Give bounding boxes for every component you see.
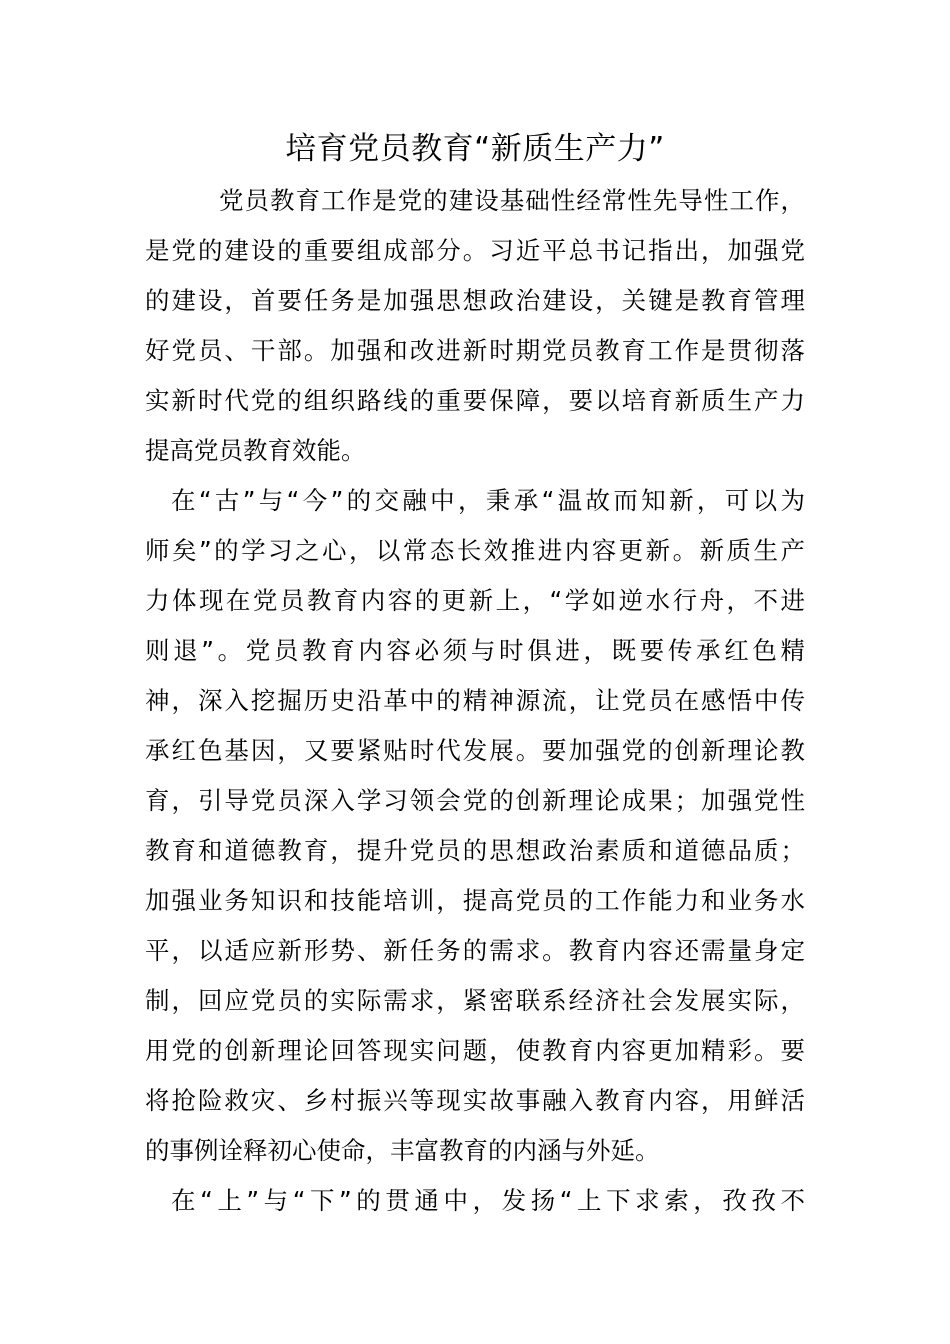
text-line: 党员教育工作是党的建设基础性经常性先导性工作， [219, 186, 805, 215]
text-line: 神，深入挖掘历史沿革中的精神源流，让党员在感悟中传 [145, 686, 805, 715]
text-line: 教育和道德教育，提升党员的思想政治素质和道德品质； [145, 836, 805, 865]
text-line: 提高党员教育效能。 [145, 436, 366, 465]
text-line: 加强业务知识和技能培训，提高党员的工作能力和业务水 [145, 886, 805, 915]
text-line: 平，以适应新形势、新任务的需求。教育内容还需量身定 [145, 936, 805, 965]
text-line: 承红色基因，又要紧贴时代发展。要加强党的创新理论教 [145, 736, 805, 765]
text-line: 则退”。党员教育内容必须与时俱进，既要传承红色精 [145, 636, 805, 665]
text-line: 制，回应党员的实际需求，紧密联系经济社会发展实际， [145, 986, 805, 1015]
document-body [145, 176, 805, 1226]
text-line: 是党的建设的重要组成部分。习近平总书记指出，加强党 [145, 236, 805, 265]
text-line: 在“上”与“下”的贯通中，发扬“上下求索，孜孜不 [171, 1186, 805, 1215]
text-line: 将抢险救灾、乡村振兴等现实故事融入教育内容，用鲜活 [145, 1086, 805, 1115]
text-line: 育，引导党员深入学习领会党的创新理论成果；加强党性 [145, 786, 805, 815]
paragraph-1 [145, 176, 805, 476]
text-line: 在“古”与“今”的交融中，秉承“温故而知新，可以为 [171, 486, 805, 515]
text-line: 力体现在党员教育内容的更新上，“学如逆水行舟，不进 [145, 586, 805, 615]
text-line: 的事例诠释初心使命，丰富教育的内涵与外延。 [145, 1136, 660, 1165]
text-line: 实新时代党的组织路线的重要保障，要以培育新质生产力 [145, 386, 805, 415]
text-line: 用党的创新理论回答现实问题，使教育内容更加精彩。要 [145, 1036, 805, 1065]
paragraph-3 [145, 1176, 805, 1226]
text-line: 师矣”的学习之心，以常态长效推进内容更新。新质生产 [145, 536, 805, 565]
paragraph-2 [145, 476, 805, 1176]
text-line: 的建设，首要任务是加强思想政治建设，关键是教育管理 [145, 286, 805, 315]
document-title: 培育党员教育“新质生产力” [285, 131, 665, 167]
text-line: 好党员、干部。加强和改进新时期党员教育工作是贯彻落 [145, 336, 805, 365]
